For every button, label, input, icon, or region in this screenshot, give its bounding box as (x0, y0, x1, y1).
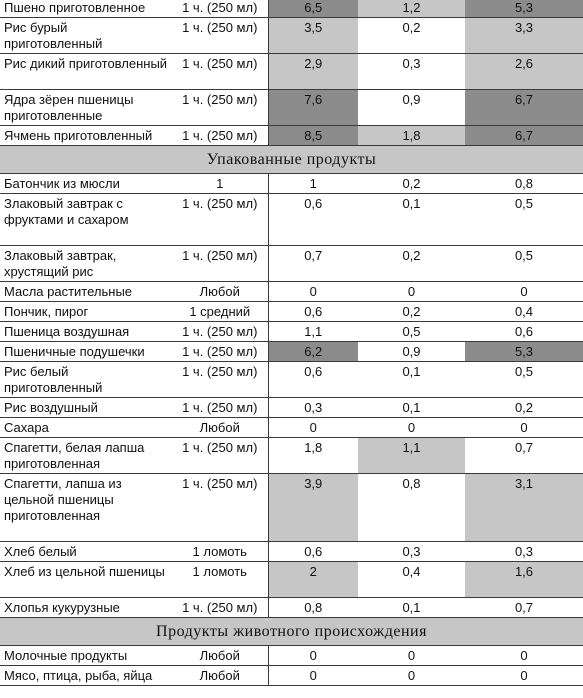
serving-size-cell: 1 ч. (250 мл) (172, 18, 268, 54)
value-cell-2: 0,2 (358, 302, 465, 322)
food-name-cell: Хлеб белый (0, 542, 172, 562)
food-name-cell: Спагетти, лапша из цельной пшеницы приготовленная (0, 474, 172, 542)
food-name-cell: Хлеб из цельной пшеницы (0, 562, 172, 598)
value-cell-1: 0 (268, 646, 358, 666)
food-name-cell: Сахара (0, 418, 172, 438)
serving-size-cell: 1 ч. (250 мл) (172, 322, 268, 342)
food-name-cell: Спагетти, белая лапша приготовленная (0, 438, 172, 474)
table-row (0, 246, 583, 282)
serving-size-cell: 1 ч. (250 мл) (172, 438, 268, 474)
table-row (0, 438, 583, 474)
table-row (0, 666, 583, 686)
value-cell-1: 2,9 (268, 54, 358, 90)
serving-size-cell: 1 ч. (250 мл) (172, 474, 268, 542)
food-name-cell: Молочные продукты (0, 646, 172, 666)
value-cell-3: 0,7 (465, 598, 583, 618)
value-cell-2: 0,2 (358, 18, 465, 54)
food-name-cell: Пшено приготовленное (0, 0, 172, 18)
table-row (0, 398, 583, 418)
food-name-cell: Хлопья кукурузные (0, 598, 172, 618)
value-cell-3: 0 (465, 282, 583, 302)
serving-size-cell: 1 ч. (250 мл) (172, 54, 268, 90)
serving-size-cell: 1 ч. (250 мл) (172, 126, 268, 146)
table-row (0, 362, 583, 398)
value-cell-1: 8,5 (268, 126, 358, 146)
value-cell-2: 0,2 (358, 246, 465, 282)
food-name-cell: Злаковый завтрак с фруктами и сахаром (0, 194, 172, 246)
table-row (0, 322, 583, 342)
value-cell-1: 1,1 (268, 322, 358, 342)
value-cell-3: 0,7 (465, 438, 583, 474)
value-cell-3: 3,1 (465, 474, 583, 542)
value-cell-3: 0,5 (465, 362, 583, 398)
value-cell-3: 0,5 (465, 246, 583, 282)
value-cell-2: 0,2 (358, 174, 465, 194)
value-cell-2: 0,1 (358, 362, 465, 398)
food-name-cell: Рис воздушный (0, 398, 172, 418)
table-row (0, 542, 583, 562)
value-cell-1: 0,6 (268, 302, 358, 322)
value-cell-3: 6,7 (465, 126, 583, 146)
table-row (0, 646, 583, 666)
value-cell-2: 0 (358, 666, 465, 686)
food-name-cell: Ячмень приготовленный (0, 126, 172, 146)
serving-size-cell: Любой (172, 666, 268, 686)
serving-size-cell: 1 (172, 174, 268, 194)
section-title: Продукты животного происхождения (0, 618, 583, 646)
serving-size-cell: 1 ч. (250 мл) (172, 246, 268, 282)
value-cell-1: 2 (268, 562, 358, 598)
serving-size-cell: 1 ч. (250 мл) (172, 398, 268, 418)
serving-size-cell: Любой (172, 282, 268, 302)
value-cell-1: 0 (268, 282, 358, 302)
value-cell-3: 0 (465, 418, 583, 438)
value-cell-1: 3,5 (268, 18, 358, 54)
serving-size-cell: 1 ч. (250 мл) (172, 194, 268, 246)
table-row (0, 194, 583, 246)
serving-size-cell: 1 ч. (250 мл) (172, 90, 268, 126)
table-row (0, 598, 583, 618)
value-cell-2: 1,8 (358, 126, 465, 146)
value-cell-3: 0,4 (465, 302, 583, 322)
section-header-row (0, 146, 583, 174)
value-cell-1: 0,8 (268, 598, 358, 618)
value-cell-3: 0,3 (465, 542, 583, 562)
value-cell-1: 0,7 (268, 246, 358, 282)
value-cell-3: 5,3 (465, 0, 583, 18)
table-row (0, 0, 583, 18)
value-cell-3: 2,6 (465, 54, 583, 90)
value-cell-2: 0,3 (358, 542, 465, 562)
food-name-cell: Пончик, пирог (0, 302, 172, 322)
value-cell-2: 1,2 (358, 0, 465, 18)
value-cell-1: 0,3 (268, 398, 358, 418)
value-cell-3: 0,8 (465, 174, 583, 194)
food-name-cell: Рис дикий приготовленный (0, 54, 172, 90)
value-cell-1: 0 (268, 418, 358, 438)
value-cell-3: 0 (465, 646, 583, 666)
serving-size-cell: 1 ломоть (172, 562, 268, 598)
value-cell-3: 0,2 (465, 398, 583, 418)
table-row (0, 174, 583, 194)
table-row (0, 18, 583, 54)
serving-size-cell: 1 ломоть (172, 542, 268, 562)
serving-size-cell: 1 ч. (250 мл) (172, 362, 268, 398)
table-row (0, 282, 583, 302)
value-cell-2: 0,1 (358, 194, 465, 246)
value-cell-1: 0,6 (268, 362, 358, 398)
table-row (0, 474, 583, 542)
serving-size-cell: Любой (172, 646, 268, 666)
table-row (0, 126, 583, 146)
food-name-cell: Ядра зёрен пшеницы приготовленные (0, 90, 172, 126)
value-cell-2: 0,8 (358, 474, 465, 542)
value-cell-1: 0 (268, 666, 358, 686)
value-cell-1: 6,5 (268, 0, 358, 18)
table-row (0, 342, 583, 362)
serving-size-cell: 1 средний (172, 302, 268, 322)
value-cell-1: 0,6 (268, 542, 358, 562)
table-row (0, 90, 583, 126)
value-cell-2: 0,1 (358, 398, 465, 418)
food-name-cell: Рис бурый приготовленный (0, 18, 172, 54)
value-cell-2: 0 (358, 282, 465, 302)
value-cell-2: 0,5 (358, 322, 465, 342)
value-cell-3: 1,6 (465, 562, 583, 598)
section-title: Упакованные продукты (0, 146, 583, 174)
serving-size-cell: 1 ч. (250 мл) (172, 342, 268, 362)
food-name-cell: Пшеница воздушная (0, 322, 172, 342)
table-row (0, 54, 583, 90)
value-cell-1: 6,2 (268, 342, 358, 362)
table-row (0, 302, 583, 322)
value-cell-2: 0,1 (358, 598, 465, 618)
value-cell-3: 3,3 (465, 18, 583, 54)
food-name-cell: Рис белый приготовленный (0, 362, 172, 398)
value-cell-2: 0,3 (358, 54, 465, 90)
value-cell-1: 3,9 (268, 474, 358, 542)
value-cell-2: 0 (358, 646, 465, 666)
value-cell-1: 0,6 (268, 194, 358, 246)
value-cell-3: 0 (465, 666, 583, 686)
value-cell-2: 0,4 (358, 562, 465, 598)
table-row (0, 562, 583, 598)
value-cell-1: 7,6 (268, 90, 358, 126)
serving-size-cell: Любой (172, 418, 268, 438)
food-name-cell: Злаковый завтрак, хрустящий рис (0, 246, 172, 282)
value-cell-2: 0,9 (358, 342, 465, 362)
value-cell-2: 1,1 (358, 438, 465, 474)
value-cell-2: 0 (358, 418, 465, 438)
value-cell-3: 0,5 (465, 194, 583, 246)
value-cell-3: 5,3 (465, 342, 583, 362)
value-cell-1: 1,8 (268, 438, 358, 474)
food-name-cell: Пшеничные подушечки (0, 342, 172, 362)
section-header-row (0, 618, 583, 646)
table-row (0, 418, 583, 438)
value-cell-3: 0,6 (465, 322, 583, 342)
serving-size-cell: 1 ч. (250 мл) (172, 0, 268, 18)
serving-size-cell: 1 ч. (250 мл) (172, 598, 268, 618)
food-name-cell: Масла растительные (0, 282, 172, 302)
food-name-cell: Мясо, птица, рыба, яйца (0, 666, 172, 686)
value-cell-2: 0,9 (358, 90, 465, 126)
value-cell-1: 1 (268, 174, 358, 194)
food-name-cell: Батончик из мюсли (0, 174, 172, 194)
value-cell-3: 6,7 (465, 90, 583, 126)
